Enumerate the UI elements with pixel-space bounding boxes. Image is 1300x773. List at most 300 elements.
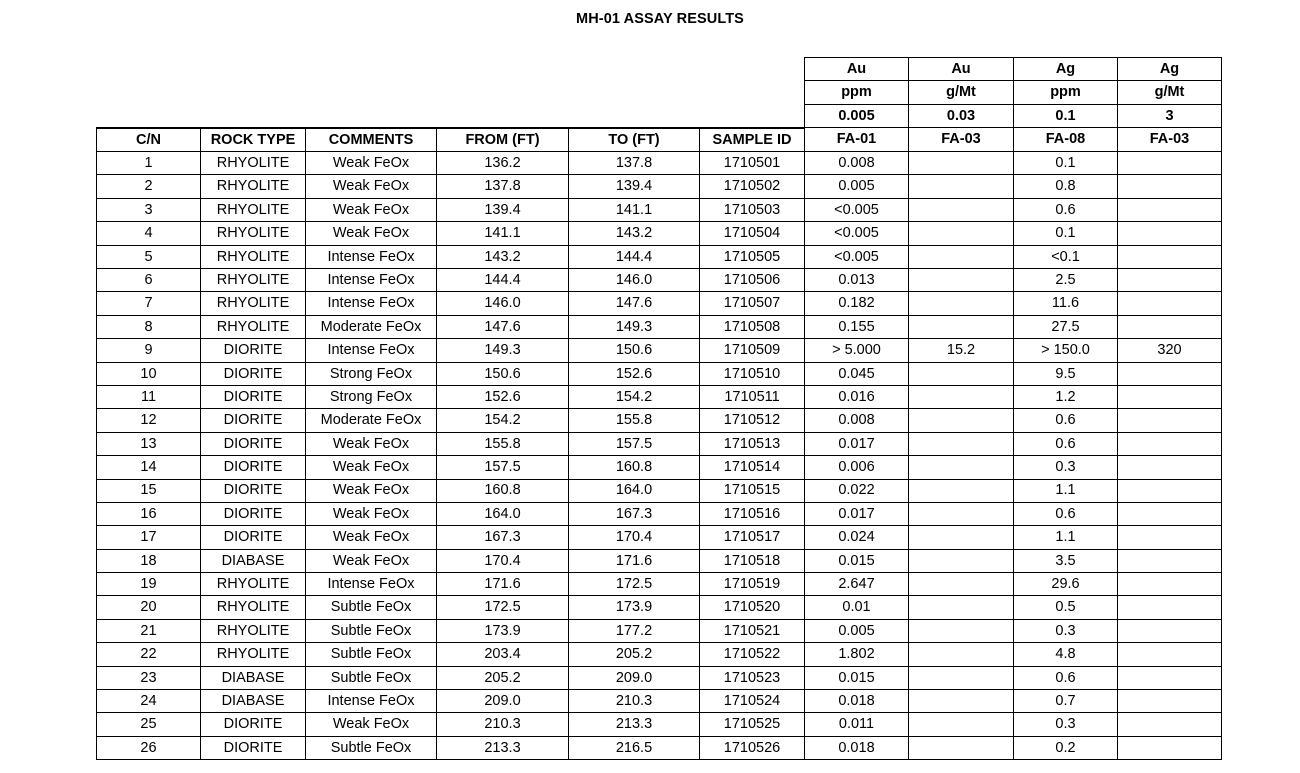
table-cell: 0.006 bbox=[805, 456, 909, 479]
table-cell: 0.013 bbox=[805, 269, 909, 292]
table-cell: 0.8 bbox=[1014, 175, 1118, 198]
table-cell: 0.7 bbox=[1014, 690, 1118, 713]
table-cell: 205.2 bbox=[437, 666, 569, 689]
table-cell bbox=[909, 479, 1014, 502]
table-cell: 1710517 bbox=[700, 526, 805, 549]
table-cell: Intense FeOx bbox=[306, 245, 437, 268]
table-cell bbox=[1118, 596, 1222, 619]
table-cell: DIORITE bbox=[201, 502, 306, 525]
table-cell: 203.4 bbox=[437, 643, 569, 666]
table-cell: 164.0 bbox=[437, 502, 569, 525]
table-cell bbox=[909, 456, 1014, 479]
table-cell: DIORITE bbox=[201, 409, 306, 432]
table-cell: 1710515 bbox=[700, 479, 805, 502]
table-row bbox=[97, 292, 1222, 315]
table-cell: 0.3 bbox=[1014, 713, 1118, 736]
table-cell: 209.0 bbox=[569, 666, 700, 689]
table-cell: 1710508 bbox=[700, 315, 805, 338]
table-cell bbox=[909, 573, 1014, 596]
assay-unit-cell: g/Mt bbox=[1118, 81, 1222, 104]
table-cell: 24 bbox=[97, 690, 201, 713]
table-cell: 1710512 bbox=[700, 409, 805, 432]
table-cell: 29.6 bbox=[1014, 573, 1118, 596]
table-cell: 0.005 bbox=[805, 175, 909, 198]
table-cell: 6 bbox=[97, 269, 201, 292]
table-cell: 1710504 bbox=[700, 222, 805, 245]
column-header: ROCK TYPE bbox=[201, 128, 306, 152]
table-cell: 213.3 bbox=[569, 713, 700, 736]
table-cell bbox=[1118, 479, 1222, 502]
table-cell: RHYOLITE bbox=[201, 175, 306, 198]
table-cell: 12 bbox=[97, 409, 201, 432]
table-cell: 1710518 bbox=[700, 549, 805, 572]
table-cell: 15 bbox=[97, 479, 201, 502]
table-cell: 160.8 bbox=[437, 479, 569, 502]
table-cell: 10 bbox=[97, 362, 201, 385]
table-cell: 1 bbox=[97, 152, 201, 175]
table-cell bbox=[909, 690, 1014, 713]
table-cell bbox=[1118, 198, 1222, 221]
table-cell bbox=[909, 292, 1014, 315]
table-cell bbox=[909, 269, 1014, 292]
table-cell: 146.0 bbox=[569, 269, 700, 292]
table-cell: 1.2 bbox=[1014, 385, 1118, 408]
table-cell: 164.0 bbox=[569, 479, 700, 502]
table-cell: 136.2 bbox=[437, 152, 569, 175]
table-cell: 0.6 bbox=[1014, 198, 1118, 221]
table-cell: 157.5 bbox=[437, 456, 569, 479]
table-cell: 171.6 bbox=[437, 573, 569, 596]
table-cell: 147.6 bbox=[569, 292, 700, 315]
detection-limit-cell: 0.1 bbox=[1014, 104, 1118, 127]
table-row bbox=[97, 549, 1222, 572]
table-cell: DIORITE bbox=[201, 432, 306, 455]
table-cell: 3.5 bbox=[1014, 549, 1118, 572]
table-cell: 167.3 bbox=[437, 526, 569, 549]
table-cell: <0.1 bbox=[1014, 245, 1118, 268]
table-cell: 4 bbox=[97, 222, 201, 245]
table-cell: 141.1 bbox=[569, 198, 700, 221]
table-cell: 27.5 bbox=[1014, 315, 1118, 338]
detection-limit-cell: 0.03 bbox=[909, 104, 1014, 127]
table-cell bbox=[1118, 152, 1222, 175]
table-cell: 146.0 bbox=[437, 292, 569, 315]
table-row bbox=[97, 502, 1222, 525]
table-cell: 0.3 bbox=[1014, 456, 1118, 479]
table-cell bbox=[1118, 573, 1222, 596]
table-row bbox=[97, 573, 1222, 596]
table-cell: 173.9 bbox=[437, 619, 569, 642]
table-cell bbox=[1118, 409, 1222, 432]
table-cell: DIORITE bbox=[201, 479, 306, 502]
table-cell: 167.3 bbox=[569, 502, 700, 525]
table-cell: 0.017 bbox=[805, 432, 909, 455]
table-row bbox=[97, 643, 1222, 666]
table-cell: 0.015 bbox=[805, 666, 909, 689]
table-cell: 1710509 bbox=[700, 339, 805, 362]
table-cell: 0.155 bbox=[805, 315, 909, 338]
table-cell: 1710525 bbox=[700, 713, 805, 736]
table-cell: Weak FeOx bbox=[306, 222, 437, 245]
table-cell: Weak FeOx bbox=[306, 175, 437, 198]
table-cell: 144.4 bbox=[569, 245, 700, 268]
table-cell: RHYOLITE bbox=[201, 222, 306, 245]
assay-element-cell: Ag bbox=[1118, 58, 1222, 81]
table-cell: 18 bbox=[97, 549, 201, 572]
table-cell: Weak FeOx bbox=[306, 152, 437, 175]
table-cell: RHYOLITE bbox=[201, 269, 306, 292]
table-cell: 150.6 bbox=[437, 362, 569, 385]
table-cell: 21 bbox=[97, 619, 201, 642]
table-cell: DIORITE bbox=[201, 385, 306, 408]
table-cell: 1.802 bbox=[805, 643, 909, 666]
table-cell: Intense FeOx bbox=[306, 690, 437, 713]
table-cell bbox=[1118, 432, 1222, 455]
table-cell: 209.0 bbox=[437, 690, 569, 713]
table-row bbox=[97, 690, 1222, 713]
table-cell bbox=[909, 643, 1014, 666]
table-cell: 0.6 bbox=[1014, 666, 1118, 689]
table-cell: 1710516 bbox=[700, 502, 805, 525]
table-cell: 3 bbox=[97, 198, 201, 221]
table-cell: 0.2 bbox=[1014, 736, 1118, 759]
table-cell: Weak FeOx bbox=[306, 549, 437, 572]
table-cell bbox=[909, 666, 1014, 689]
table-row bbox=[97, 198, 1222, 221]
table-cell: > 5.000 bbox=[805, 339, 909, 362]
table-cell: 0.008 bbox=[805, 152, 909, 175]
table-cell: 0.1 bbox=[1014, 152, 1118, 175]
table-cell: Weak FeOx bbox=[306, 479, 437, 502]
table-cell: 20 bbox=[97, 596, 201, 619]
table-cell: 1710506 bbox=[700, 269, 805, 292]
table-cell: 320 bbox=[1118, 339, 1222, 362]
table-cell bbox=[909, 222, 1014, 245]
table-cell bbox=[1118, 713, 1222, 736]
table-cell: 1710513 bbox=[700, 432, 805, 455]
detection-limit-cell: 0.005 bbox=[805, 104, 909, 127]
table-cell: 171.6 bbox=[569, 549, 700, 572]
table-cell: DIORITE bbox=[201, 456, 306, 479]
table-cell: 139.4 bbox=[437, 198, 569, 221]
column-header: TO (FT) bbox=[569, 128, 700, 152]
table-cell: Intense FeOx bbox=[306, 339, 437, 362]
table-cell: Subtle FeOx bbox=[306, 619, 437, 642]
table-cell: Weak FeOx bbox=[306, 526, 437, 549]
table-cell: 0.018 bbox=[805, 736, 909, 759]
table-cell: 154.2 bbox=[437, 409, 569, 432]
table-cell: 11 bbox=[97, 385, 201, 408]
column-header: FA-08 bbox=[1014, 128, 1118, 152]
table-cell: DIORITE bbox=[201, 713, 306, 736]
column-header: FA-03 bbox=[909, 128, 1014, 152]
table-cell: Intense FeOx bbox=[306, 292, 437, 315]
table-cell: 143.2 bbox=[437, 245, 569, 268]
table-cell: 173.9 bbox=[569, 596, 700, 619]
table-cell: 1.1 bbox=[1014, 479, 1118, 502]
table-row bbox=[97, 736, 1222, 759]
table-cell: Weak FeOx bbox=[306, 502, 437, 525]
page-title: MH-01 ASSAY RESULTS bbox=[576, 11, 744, 27]
assay-unit-cell: g/Mt bbox=[909, 81, 1014, 104]
table-cell bbox=[1118, 315, 1222, 338]
table-cell bbox=[909, 409, 1014, 432]
table-cell: 5 bbox=[97, 245, 201, 268]
table-cell: Weak FeOx bbox=[306, 456, 437, 479]
table-row bbox=[97, 385, 1222, 408]
table-cell: 216.5 bbox=[569, 736, 700, 759]
table-row bbox=[97, 479, 1222, 502]
table-cell bbox=[909, 526, 1014, 549]
assay-element-row bbox=[97, 58, 1222, 81]
table-cell: 23 bbox=[97, 666, 201, 689]
table-cell bbox=[909, 385, 1014, 408]
column-header: FROM (FT) bbox=[437, 128, 569, 152]
assay-unit-cell: ppm bbox=[805, 81, 909, 104]
table-cell: Strong FeOx bbox=[306, 385, 437, 408]
table-cell: RHYOLITE bbox=[201, 573, 306, 596]
table-cell: Moderate FeOx bbox=[306, 315, 437, 338]
table-row bbox=[97, 315, 1222, 338]
table-cell: 170.4 bbox=[437, 549, 569, 572]
table-cell: 150.6 bbox=[569, 339, 700, 362]
table-cell: 0.005 bbox=[805, 619, 909, 642]
header-spacer bbox=[97, 81, 805, 104]
column-header-row bbox=[97, 128, 1222, 152]
table-row bbox=[97, 432, 1222, 455]
table-cell: 137.8 bbox=[569, 152, 700, 175]
table-cell: 144.4 bbox=[437, 269, 569, 292]
table-cell: 8 bbox=[97, 315, 201, 338]
column-header: FA-01 bbox=[805, 128, 909, 152]
table-cell bbox=[909, 736, 1014, 759]
table-cell: 1710501 bbox=[700, 152, 805, 175]
table-cell bbox=[1118, 736, 1222, 759]
table-cell: <0.005 bbox=[805, 245, 909, 268]
table-cell: Subtle FeOx bbox=[306, 666, 437, 689]
table-row bbox=[97, 245, 1222, 268]
table-cell: <0.005 bbox=[805, 222, 909, 245]
table-cell: Intense FeOx bbox=[306, 269, 437, 292]
table-cell: 1710505 bbox=[700, 245, 805, 268]
table-row bbox=[97, 269, 1222, 292]
table-cell: 152.6 bbox=[569, 362, 700, 385]
table-cell: 17 bbox=[97, 526, 201, 549]
table-cell: Weak FeOx bbox=[306, 432, 437, 455]
table-cell: 0.6 bbox=[1014, 409, 1118, 432]
table-cell: 147.6 bbox=[437, 315, 569, 338]
table-cell: 0.022 bbox=[805, 479, 909, 502]
table-cell: Subtle FeOx bbox=[306, 643, 437, 666]
table-cell: 1710519 bbox=[700, 573, 805, 596]
table-body bbox=[97, 58, 1222, 760]
table-cell: 0.024 bbox=[805, 526, 909, 549]
table-cell: 9.5 bbox=[1014, 362, 1118, 385]
assay-unit-cell: ppm bbox=[1014, 81, 1118, 104]
table-cell: Subtle FeOx bbox=[306, 736, 437, 759]
table-cell bbox=[909, 362, 1014, 385]
table-cell: 1710523 bbox=[700, 666, 805, 689]
table-cell bbox=[1118, 619, 1222, 642]
column-header: SAMPLE ID bbox=[700, 128, 805, 152]
table-cell bbox=[909, 713, 1014, 736]
table-cell: 0.6 bbox=[1014, 432, 1118, 455]
table-cell: 1710514 bbox=[700, 456, 805, 479]
column-header: C/N bbox=[97, 128, 201, 152]
table-row bbox=[97, 152, 1222, 175]
table-cell: 13 bbox=[97, 432, 201, 455]
table-cell: DIABASE bbox=[201, 549, 306, 572]
table-cell: 0.008 bbox=[805, 409, 909, 432]
table-cell: RHYOLITE bbox=[201, 245, 306, 268]
table-cell: 1710521 bbox=[700, 619, 805, 642]
table-cell: <0.005 bbox=[805, 198, 909, 221]
table-row bbox=[97, 222, 1222, 245]
table-row bbox=[97, 409, 1222, 432]
table-cell: DIABASE bbox=[201, 690, 306, 713]
table-cell: Strong FeOx bbox=[306, 362, 437, 385]
table-cell: 139.4 bbox=[569, 175, 700, 198]
table-cell: 0.017 bbox=[805, 502, 909, 525]
table-cell: 16 bbox=[97, 502, 201, 525]
table-cell: 170.4 bbox=[569, 526, 700, 549]
table-cell bbox=[1118, 222, 1222, 245]
table-cell: > 150.0 bbox=[1014, 339, 1118, 362]
table-row bbox=[97, 596, 1222, 619]
table-cell: 205.2 bbox=[569, 643, 700, 666]
table-cell bbox=[909, 596, 1014, 619]
table-cell bbox=[1118, 502, 1222, 525]
table-cell: 0.015 bbox=[805, 549, 909, 572]
table-cell: 1710510 bbox=[700, 362, 805, 385]
table-cell: 1710520 bbox=[700, 596, 805, 619]
table-cell: 149.3 bbox=[437, 339, 569, 362]
table-cell: 210.3 bbox=[569, 690, 700, 713]
table-cell: 160.8 bbox=[569, 456, 700, 479]
table-cell bbox=[1118, 362, 1222, 385]
table-cell bbox=[909, 175, 1014, 198]
table-cell bbox=[909, 198, 1014, 221]
table-cell bbox=[1118, 292, 1222, 315]
table-cell: 141.1 bbox=[437, 222, 569, 245]
table-cell bbox=[1118, 456, 1222, 479]
table-cell: 11.6 bbox=[1014, 292, 1118, 315]
table-cell: 157.5 bbox=[569, 432, 700, 455]
table-cell bbox=[909, 315, 1014, 338]
table-cell: 26 bbox=[97, 736, 201, 759]
table-cell bbox=[1118, 385, 1222, 408]
assay-element-cell: Au bbox=[909, 58, 1014, 81]
table-row bbox=[97, 666, 1222, 689]
table-row bbox=[97, 339, 1222, 362]
table-cell bbox=[1118, 666, 1222, 689]
table-row bbox=[97, 362, 1222, 385]
table-cell: 7 bbox=[97, 292, 201, 315]
table-cell bbox=[909, 619, 1014, 642]
table-cell: RHYOLITE bbox=[201, 643, 306, 666]
header-spacer bbox=[97, 104, 805, 127]
table-cell: 143.2 bbox=[569, 222, 700, 245]
table-cell: DIORITE bbox=[201, 339, 306, 362]
table-cell: DIORITE bbox=[201, 362, 306, 385]
table-cell: RHYOLITE bbox=[201, 292, 306, 315]
table-row bbox=[97, 456, 1222, 479]
table-cell: 0.01 bbox=[805, 596, 909, 619]
table-cell bbox=[909, 245, 1014, 268]
table-cell bbox=[1118, 269, 1222, 292]
table-cell: RHYOLITE bbox=[201, 619, 306, 642]
table-cell: Subtle FeOx bbox=[306, 596, 437, 619]
table-cell: 1710507 bbox=[700, 292, 805, 315]
table-row bbox=[97, 619, 1222, 642]
header-spacer bbox=[97, 58, 805, 81]
table-cell: 1710522 bbox=[700, 643, 805, 666]
table-cell: 210.3 bbox=[437, 713, 569, 736]
table-cell bbox=[1118, 549, 1222, 572]
table-cell: 1710526 bbox=[700, 736, 805, 759]
table-row bbox=[97, 175, 1222, 198]
table-cell: 0.011 bbox=[805, 713, 909, 736]
table-cell: Weak FeOx bbox=[306, 713, 437, 736]
table-cell: 15.2 bbox=[909, 339, 1014, 362]
table-cell: 0.182 bbox=[805, 292, 909, 315]
table-cell bbox=[1118, 526, 1222, 549]
table-cell: 1710511 bbox=[700, 385, 805, 408]
table-cell: DIABASE bbox=[201, 666, 306, 689]
table-cell: 149.3 bbox=[569, 315, 700, 338]
table-cell: 25 bbox=[97, 713, 201, 736]
table-cell: 2.647 bbox=[805, 573, 909, 596]
assay-element-cell: Au bbox=[805, 58, 909, 81]
assay-unit-row bbox=[97, 81, 1222, 104]
assay-element-cell: Ag bbox=[1014, 58, 1118, 81]
table-cell: 2.5 bbox=[1014, 269, 1118, 292]
table-cell: RHYOLITE bbox=[201, 152, 306, 175]
table-cell: 1710502 bbox=[700, 175, 805, 198]
table-cell: 213.3 bbox=[437, 736, 569, 759]
table-cell: 1710503 bbox=[700, 198, 805, 221]
table-cell: 19 bbox=[97, 573, 201, 596]
table-cell bbox=[909, 152, 1014, 175]
table-cell: 0.3 bbox=[1014, 619, 1118, 642]
table-cell: RHYOLITE bbox=[201, 315, 306, 338]
table-cell: 0.1 bbox=[1014, 222, 1118, 245]
table-cell: 2 bbox=[97, 175, 201, 198]
table-cell: 9 bbox=[97, 339, 201, 362]
table-cell: Intense FeOx bbox=[306, 573, 437, 596]
table-cell: 1710524 bbox=[700, 690, 805, 713]
table-cell: 4.8 bbox=[1014, 643, 1118, 666]
column-header: FA-03 bbox=[1118, 128, 1222, 152]
table-cell: 22 bbox=[97, 643, 201, 666]
table-cell: 1.1 bbox=[1014, 526, 1118, 549]
column-header: COMMENTS bbox=[306, 128, 437, 152]
table-cell: 152.6 bbox=[437, 385, 569, 408]
table-cell: 172.5 bbox=[569, 573, 700, 596]
table-cell: Moderate FeOx bbox=[306, 409, 437, 432]
table-cell: DIORITE bbox=[201, 526, 306, 549]
table-cell: 0.045 bbox=[805, 362, 909, 385]
table-cell: 155.8 bbox=[437, 432, 569, 455]
table-cell bbox=[909, 432, 1014, 455]
table-cell bbox=[909, 502, 1014, 525]
table-cell: 0.016 bbox=[805, 385, 909, 408]
table-cell: 14 bbox=[97, 456, 201, 479]
table-cell bbox=[1118, 245, 1222, 268]
table-cell: Weak FeOx bbox=[306, 198, 437, 221]
table-cell: 155.8 bbox=[569, 409, 700, 432]
table-row bbox=[97, 713, 1222, 736]
